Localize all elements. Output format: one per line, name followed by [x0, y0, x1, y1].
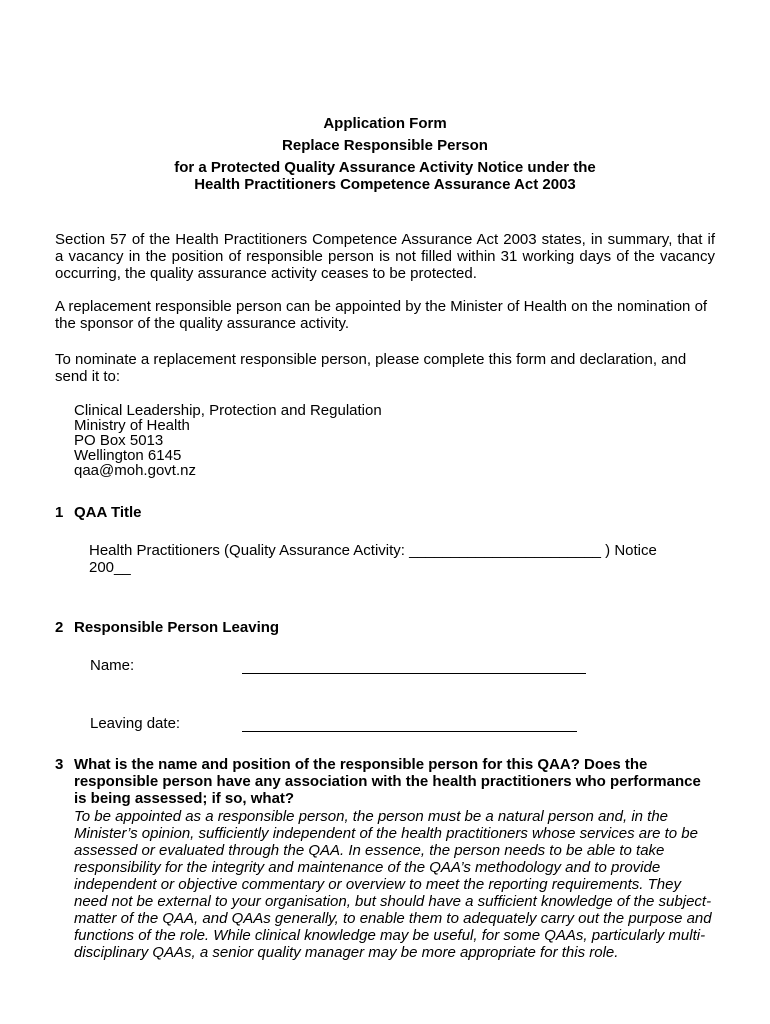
address-line: Wellington 6145: [74, 447, 182, 464]
qaa-title-field[interactable]: Health Practitioners (Quality Assurance Activity: _______________________ ) Notice 200__: [89, 542, 657, 576]
section-number: 3: [55, 756, 64, 773]
address-line: Ministry of Health: [74, 417, 190, 434]
section-number: 2: [55, 619, 64, 636]
intro-paragraph-replacement: A replacement responsible person can be appointed by the Minister of Health on the nomination of the sponsor of the quality assurance activity.: [55, 298, 708, 332]
section-title: Responsible Person Leaving: [74, 619, 280, 636]
section-3-guidance: To be appointed as a responsible person, the person must be a natural person and, in the Minister’s opinion, sufficiently independent of the health practitioners whose services are to be assessed or evaluated through the QAA. In essence, the person needs to be able to take responsibility for the integrity and maintenance of the QAA’s methodology and to provide independent or objective commentary or overview to meet the reporting requirements. They need not be external to your organisation, but should have a sufficient knowledge of the subject-matter of the QAA, and QAAs generally, to enable them to adequately carry out the purpose and functions of the role. While clinical knowledge may be useful, for some QAAs, particularly multi-disciplinary QAAs, a senior quality manager may be more appropriate for this role.: [74, 808, 712, 961]
section-3-heading: [55, 756, 715, 807]
section-title: QAA Title: [74, 504, 142, 521]
address-line: Clinical Leadership, Protection and Regulation: [74, 402, 382, 419]
form-subtitle: Replace Responsible Person: [282, 137, 488, 154]
intro-paragraph-nominate: To nominate a replacement responsible person, please complete this form and declaration, and send it to:: [55, 351, 687, 385]
leaving-date-field-line[interactable]: [242, 731, 577, 732]
address-line: PO Box 5013: [74, 432, 164, 449]
form-title: Application Form: [323, 115, 447, 132]
leaving-date-label: Leaving date:: [90, 715, 181, 732]
name-field-line[interactable]: [242, 673, 586, 674]
name-label: Name:: [90, 657, 135, 674]
intro-paragraph-section-57: Section 57 of the Health Practitioners Competence Assurance Act 2003 states, in summary, that if a vacancy in the position of responsible person is not filled within 31 working days of the vacancy occurring, the quality assurance activity ceases to be protected.: [55, 231, 715, 282]
form-title-block: [55, 115, 715, 193]
form-subtitle-2-line-2: Health Practitioners Competence Assurance Act 2003: [194, 176, 576, 193]
section-question: What is the name and position of the responsible person for this QAA? Does the responsible person have any association with the health practitioners who performance is being assessed; if so, what?: [74, 756, 701, 807]
form-subtitle-2-line-1: for a Protected Quality Assurance Activity Notice under the: [174, 159, 596, 176]
section-number: 1: [55, 504, 64, 521]
postal-address: [74, 403, 382, 478]
form-subtitle-2: [55, 159, 715, 193]
section-1-heading: [55, 504, 142, 521]
address-email: qaa@moh.govt.nz: [74, 462, 196, 479]
section-2-heading: [55, 619, 279, 636]
